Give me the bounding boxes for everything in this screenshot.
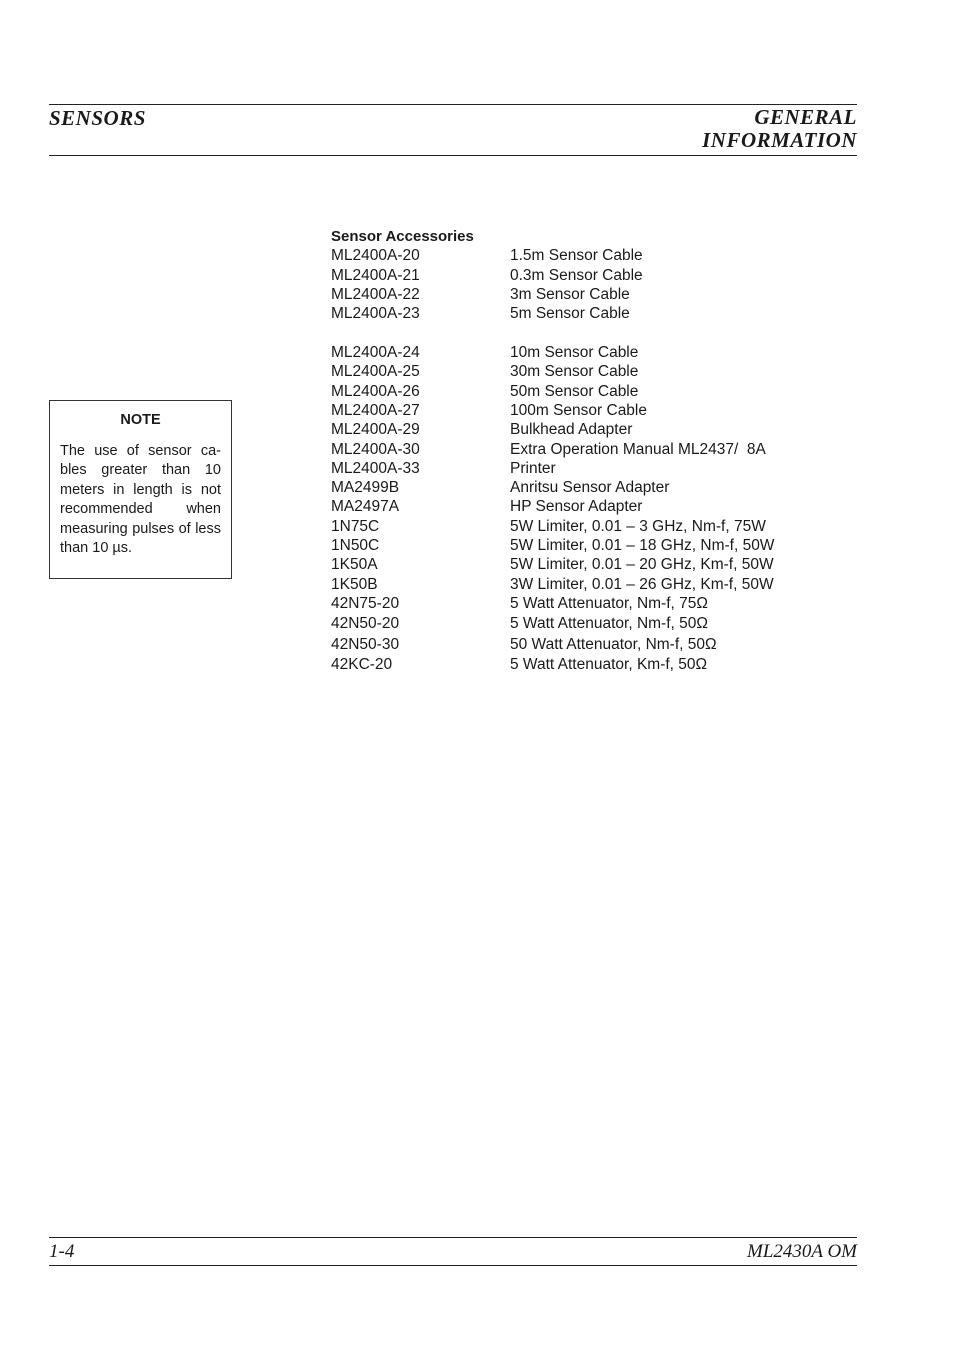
part-number: MA2499B: [331, 479, 400, 497]
part-description: 0.3m Sensor Cable: [510, 266, 643, 284]
part-number: ML2400A-24: [331, 344, 420, 362]
list-item: [331, 478, 811, 497]
part-number: 1N50C: [331, 537, 380, 555]
list-item: [331, 614, 811, 635]
accessories-heading: Sensor Accessories: [331, 228, 474, 245]
list-item: [331, 655, 811, 676]
part-description: 3W Limiter, 0.01 – 26 GHz, Km-f, 50W: [510, 575, 774, 593]
page-number: 1-4: [49, 1241, 75, 1262]
sensor-accessories-list: [331, 227, 811, 676]
part-description: 100m Sensor Cable: [510, 401, 647, 419]
list-item: [331, 575, 811, 594]
part-number: 1K50B: [331, 575, 378, 593]
part-description: 5 Watt Attenuator, Nm-f, 75Ω: [510, 594, 708, 612]
part-description: Anritsu Sensor Adapter: [510, 479, 670, 497]
list-item: [331, 635, 811, 656]
part-description: 5 Watt Attenuator, Nm-f, 50Ω: [510, 615, 708, 633]
part-number: 1N75C: [331, 517, 380, 535]
note-body: The use of sensor ca-bles greater than 10 meters in length is not recommended when measuring pulses of less than 10 µs.: [60, 443, 221, 557]
part-number: ML2400A-20: [331, 247, 420, 265]
part-number: ML2400A-25: [331, 363, 420, 381]
list-item: [331, 536, 811, 555]
part-number: 42N75-20: [331, 594, 400, 612]
list-item: [331, 401, 811, 420]
list-item: [331, 382, 811, 401]
list-item: [331, 285, 811, 304]
chapter-title-line1: GENERAL: [754, 105, 857, 129]
chapter-title: [702, 106, 857, 152]
part-description: 50 Watt Attenuator, Nm-f, 50Ω: [510, 635, 717, 653]
part-number: ML2400A-23: [331, 305, 420, 323]
part-number: ML2400A-27: [331, 401, 420, 419]
part-number: 1K50A: [331, 556, 378, 574]
part-description: 5W Limiter, 0.01 – 18 GHz, Nm-f, 50W: [510, 537, 775, 555]
list-item: [331, 497, 811, 516]
part-number: ML2400A-21: [331, 266, 420, 284]
part-number: ML2400A-26: [331, 382, 420, 400]
part-description: 5W Limiter, 0.01 – 20 GHz, Km-f, 50W: [510, 556, 774, 574]
list-item: [331, 517, 811, 536]
header-bottom-rule: [49, 155, 857, 156]
part-number: ML2400A-30: [331, 440, 420, 458]
part-number: 42N50-20: [331, 615, 400, 633]
part-description: 5W Limiter, 0.01 – 3 GHz, Nm-f, 75W: [510, 517, 766, 535]
part-description: Printer: [510, 459, 556, 477]
part-description: 1.5m Sensor Cable: [510, 247, 643, 265]
part-description: 5 Watt Attenuator, Km-f, 50Ω: [510, 656, 708, 674]
list-item: [331, 420, 811, 439]
chapter-title-line2: INFORMATION: [702, 128, 857, 152]
list-item: [331, 555, 811, 574]
part-description: 3m Sensor Cable: [510, 286, 630, 303]
footer-top-rule: [49, 1237, 857, 1238]
note-box: [49, 400, 232, 579]
header-top-rule: [49, 104, 857, 105]
part-number: ML2400A-29: [331, 421, 420, 439]
note-title: NOTE: [120, 412, 161, 428]
list-item: [331, 459, 811, 478]
list-item: [331, 362, 811, 381]
list-item: [331, 266, 811, 285]
part-number: MA2497A: [331, 498, 400, 516]
part-description: 5m Sensor Cable: [510, 305, 630, 323]
list-item: [331, 440, 811, 459]
part-description: 50m Sensor Cable: [510, 382, 639, 400]
list-item: [331, 246, 811, 265]
section-title: SENSORS: [49, 106, 146, 130]
list-item: [331, 304, 811, 323]
list-item: [331, 343, 811, 362]
part-number: ML2400A-22: [331, 286, 420, 303]
part-description: Bulkhead Adapter: [510, 421, 633, 439]
part-number: ML2400A-33: [331, 459, 420, 477]
part-number: 42N50-30: [331, 635, 400, 653]
part-description: Extra Operation Manual ML2437/ 8A: [510, 440, 766, 458]
footer-bottom-rule: [49, 1265, 857, 1266]
part-description: 30m Sensor Cable: [510, 363, 639, 381]
part-description: 10m Sensor Cable: [510, 344, 639, 362]
part-number: 42KC-20: [331, 656, 393, 674]
list-item: [331, 594, 811, 615]
part-description: HP Sensor Adapter: [510, 498, 643, 516]
manual-name: ML2430A OM: [747, 1241, 857, 1262]
